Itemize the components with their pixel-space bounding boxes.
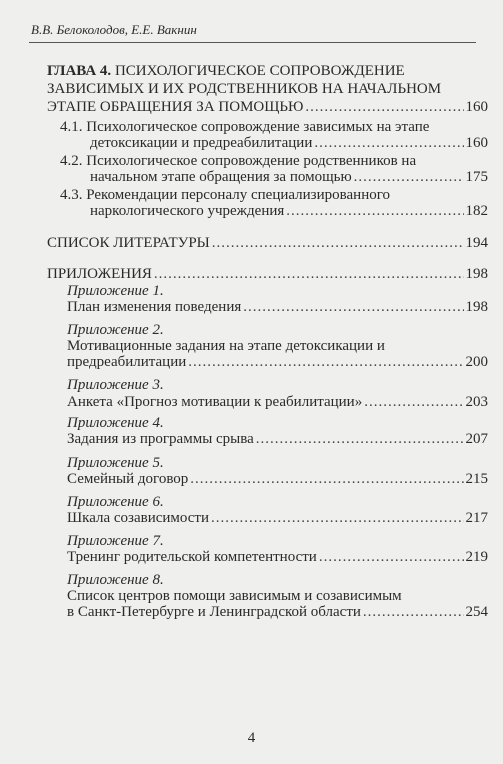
references-entry: СПИСОК ЛИТЕРАТУРЫ ..... 194 [47,235,488,251]
appendix-4-entry: Задания из программы срыва ..... 207 [67,431,488,447]
leader-dots [354,169,464,185]
appendix-1-entry: План изменения поведения ..... 198 [67,299,488,315]
chapter-label: ГЛАВА 4. [47,63,112,79]
appendix-8-line1: Список центров помощи зависимым и созависимым [67,588,402,604]
appendix-8-label: Приложение 8. [67,572,164,588]
appendix-3-label: Приложение 3. [67,377,164,393]
leader-dots [212,235,464,251]
running-header: В.В. Белоколодов, Е.Е. Вакнин [31,22,197,37]
page-ref: 219 [465,549,488,565]
leader-dots [364,394,463,410]
appendices-entry: ПРИЛОЖЕНИЯ ..... 198 [47,266,488,282]
leader-dots [319,549,464,565]
page-ref: 160 [465,99,488,115]
appendix-8-line2: в Санкт-Петербурге и Ленинградской области ..... 254 [67,604,488,620]
appendix-2-line1: Мотивационные задания на этапе детоксикации и [67,338,385,354]
appendix-7-label: Приложение 7. [67,533,164,549]
page-ref: 175 [465,169,488,185]
page-ref: 194 [465,235,488,251]
page-ref: 217 [465,510,488,526]
page-ref: 198 [465,266,488,282]
appendix-5-entry: Семейный договор ..... 215 [67,471,488,487]
section-4-3-line2: наркологического учреждения ..... 182 [90,203,488,219]
section-4-3-line1: 4.3. Рекомендации персоналу специализированного [60,187,391,203]
appendix-1-label: Приложение 1. [67,283,164,299]
page-ref: 160 [465,135,488,151]
chapter-title-line2: ЗАВИСИМЫХ И ИХ РОДСТВЕННИКОВ НА НАЧАЛЬНОМ [47,81,442,97]
appendix-7-entry: Тренинг родительской компетентности ..... 219 [67,549,488,565]
appendix-3-entry: Анкета «Прогноз мотивации к реабилитации» ..... 203 [67,394,488,410]
leader-dots [314,135,463,151]
page-ref: 203 [465,394,488,410]
section-4-2-line1: 4.2. Психологическое сопровождение родственников на [60,153,417,169]
page-ref: 215 [465,471,488,487]
leader-dots [243,299,463,315]
section-4-1-line1: 4.1. Психологическое сопровождение зависимых на этапе [60,119,430,135]
leader-dots [305,99,463,115]
leader-dots [188,354,463,370]
page-ref: 254 [465,604,488,620]
chapter-title-line3: ЭТАПЕ ОБРАЩЕНИЯ ЗА ПОМОЩЬЮ ..... 160 [47,99,488,115]
page-ref: 182 [465,203,488,219]
leader-dots [363,604,464,620]
section-4-2-line2: начальном этапе обращения за помощью ..... 175 [90,169,488,185]
appendix-2-line2: предреабилитации ..... 200 [67,354,488,370]
appendix-5-label: Приложение 5. [67,455,164,471]
leader-dots [211,510,463,526]
page-ref: 200 [465,354,488,370]
appendix-6-entry: Шкала созависимости ..... 217 [67,510,488,526]
page-ref: 207 [465,431,488,447]
leader-dots [256,431,464,447]
appendix-2-label: Приложение 2. [67,322,164,338]
leader-dots [154,266,464,282]
appendix-4-label: Приложение 4. [67,415,164,431]
page-ref: 198 [465,299,488,315]
page-number: 4 [247,730,256,746]
appendix-6-label: Приложение 6. [67,494,164,510]
section-4-1-line2: детоксикации и предреабилитации ..... 160 [90,135,488,151]
header-rule [29,42,476,43]
chapter-title-line1: ГЛАВА 4. ПСИХОЛОГИЧЕСКОЕ СОПРОВОЖДЕНИЕ [47,63,405,79]
leader-dots [190,471,463,487]
leader-dots [286,203,463,219]
